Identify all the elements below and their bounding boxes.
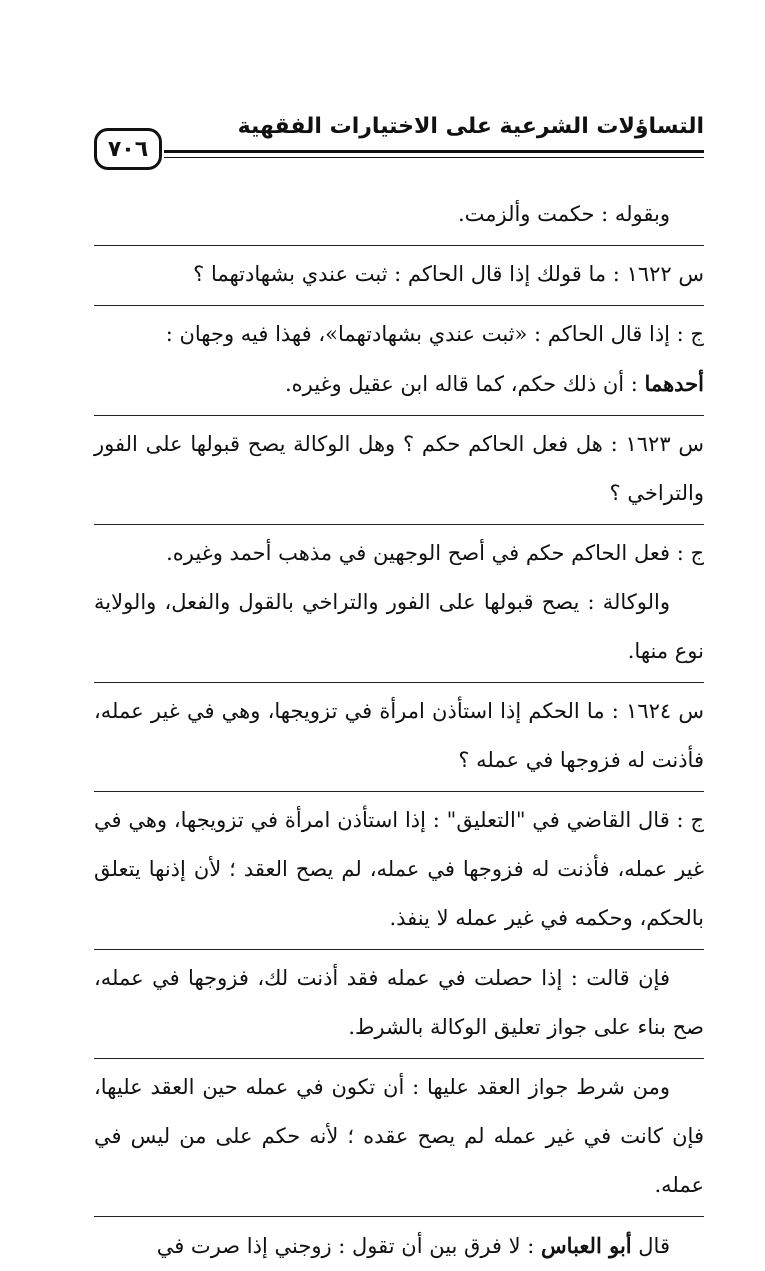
paragraph: والوكالة : يصح قبولها على الفور والتراخي بالقول والفعل، والولاية نوع منها. bbox=[94, 590, 704, 663]
bold-term: أحدهما bbox=[644, 371, 704, 396]
paragraph: ومن شرط جواز العقد عليها : أن تكون في عمله حين العقد عليها، فإن كانت في غير عمله لم يصح عقده ؛ لأنه حكم على من ليس في عمله. bbox=[94, 1075, 704, 1197]
separator-rule bbox=[94, 1216, 704, 1217]
separator-rule bbox=[94, 415, 704, 416]
bold-name: أبو العباس bbox=[541, 1233, 632, 1258]
answer-1623: ج : فعل الحاكم حكم في أصح الوجهين في مذهب أحمد وغيره. bbox=[166, 541, 704, 565]
paragraph bbox=[94, 359, 704, 409]
text-span: قال bbox=[631, 1234, 670, 1258]
separator-rule bbox=[94, 524, 704, 525]
answer-1622: ج : إذا قال الحاكم : «ثبت عندي بشهادتهما»، فهذا فيه وجهان : bbox=[165, 322, 704, 346]
page-header bbox=[94, 112, 704, 174]
separator-rule bbox=[94, 305, 704, 306]
question-1624: س ١٦٢٤ : ما الحكم إذا استأذن امرأة في تزويجها، وهي في غير عمله، فأذنت له فزوجها في عمله ؟ bbox=[94, 699, 704, 772]
separator-rule bbox=[94, 791, 704, 792]
separator-rule bbox=[94, 682, 704, 683]
paragraph: فإن قالت : إذا حصلت في عمله فقد أذنت لك، فزوجها في عمله، صح بناء على جواز تعليق الوكالة بالشرط. bbox=[94, 966, 704, 1039]
running-title: التساؤلات الشرعية على الاختيارات الفقهية bbox=[237, 114, 704, 139]
paragraph: وبقوله : حكمت وألزمت. bbox=[457, 202, 670, 226]
text-span: : أن ذلك حكم، كما قاله ابن عقيل وغيره. bbox=[284, 372, 645, 396]
question-1622: س ١٦٢٢ : ما قولك إذا قال الحاكم : ثبت عندي بشهادتهما ؟ bbox=[193, 262, 704, 286]
separator-rule bbox=[94, 245, 704, 246]
header-rule-thick bbox=[164, 150, 704, 153]
page-number: ٧٠٦ bbox=[94, 128, 162, 170]
header-rule-thin bbox=[164, 157, 704, 158]
question-1623: س ١٦٢٣ : هل فعل الحاكم حكم ؟ وهل الوكالة يصح قبولها على الفور والتراخي ؟ bbox=[94, 432, 705, 505]
page-body bbox=[94, 190, 704, 1271]
paragraph bbox=[94, 1221, 704, 1271]
separator-rule bbox=[94, 949, 704, 950]
text-span: : لا فرق بين أن تقول : زوجني إذا صرت في bbox=[156, 1234, 542, 1258]
separator-rule bbox=[94, 1058, 704, 1059]
answer-1624: ج : قال القاضي في "التعليق" : إذا استأذن امرأة في تزويجها، وهي في غير عمله، فأذنت له فزوجها في عمله، لم يصح العقد ؛ لأن إذنها يتعلق بالحكم، وحكمه في غير عمله لا ينفذ. bbox=[94, 808, 704, 930]
